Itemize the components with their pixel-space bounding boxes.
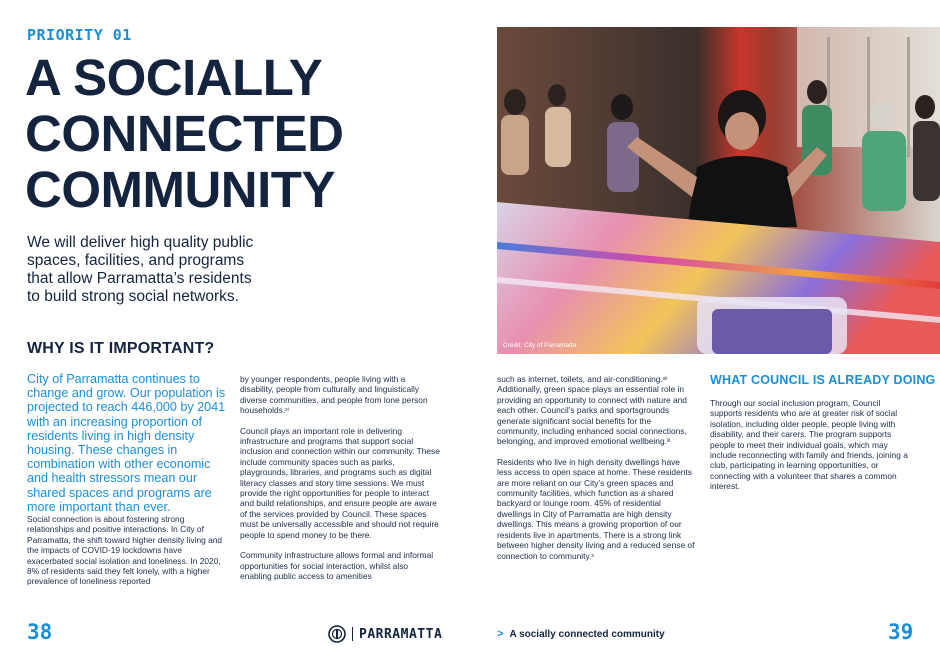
logo-text: PARRAMATTA bbox=[359, 626, 443, 642]
parramatta-logo bbox=[328, 625, 442, 643]
body-column-2 bbox=[240, 374, 440, 591]
title-line-2: CONNECTED bbox=[25, 105, 344, 162]
lead-paragraph: City of Parramatta continues to change and grow. Our population is projected to reach 446,000 by 2041 with an increasing proportion of residents living in high density housing. These changes in combination with other economic and health stressors mean our shared spaces and programs are more important than ever. bbox=[27, 372, 226, 514]
body-text: by younger respondents, people living with a disability, people from culturally and linguistically diverse communities, and people from lone person households. bbox=[240, 374, 428, 416]
crest-icon bbox=[328, 625, 346, 643]
body-paragraph bbox=[497, 374, 695, 447]
why-heading: WHY IS IT IMPORTANT? bbox=[27, 340, 215, 357]
priority-label: PRIORITY 01 bbox=[27, 26, 132, 44]
body-text: such as internet, toilets, and air-conditioning. bbox=[497, 374, 663, 384]
photo-illustration bbox=[497, 27, 940, 354]
body-text: Additionally, green space plays an essential role in providing an opportunity to connect with nature and each other. Council’s parks and sportsgrounds generate significant social benefits for the community, including enhanced social connections, belonging, and improved emotional wellbeing. bbox=[497, 384, 687, 447]
footnote-ref: xi bbox=[285, 407, 289, 414]
footnote-ref: iii bbox=[666, 438, 671, 445]
title-line-1: A SOCIALLY bbox=[25, 49, 323, 106]
body-paragraph bbox=[497, 457, 695, 561]
body-paragraph: Social connection is about fostering strong relationships and positive interactions. In City of Parramatta, the shift toward higher density living and the impacts of COVID-19 lockdowns have exacerbated social isolation and loneliness. In 2020, 8% of residents said they felt lonely, with a higher prevalence of loneliness reported bbox=[27, 514, 223, 587]
title-line-3: COMMUNITY bbox=[25, 161, 335, 218]
photo-credit: Credit: City of Parramatta bbox=[503, 342, 577, 349]
page-title bbox=[25, 49, 344, 218]
body-paragraph: Through our social inclusion program, Council supports residents who are at greater risk of social isolation, including older people, people living with disability, and their carers. The program supports people to meet their individual goals, which may include reconnecting with family and friends, joining a club, participating in learning opportunities, or connecting with a volunteer that shares a common interest. bbox=[710, 398, 908, 492]
body-column-1 bbox=[27, 514, 227, 597]
footnote-ref: x bbox=[591, 552, 594, 559]
silent-disco-photo bbox=[497, 27, 940, 354]
page-number-right: 39 bbox=[888, 620, 914, 644]
footer-text: A socially connected community bbox=[509, 628, 665, 640]
intro-statement: We will deliver high quality public spaces, facilities, and programs that allow Parramatta’s residents to build strong social networks. bbox=[27, 234, 254, 305]
logo-divider bbox=[352, 627, 353, 641]
section-footer bbox=[497, 628, 665, 640]
body-text: Residents who live in high density dwellings have less access to open space at home. These residents are more reliant on our City’s green spaces and community facilities, which function as a shared backyard or lounge room. 45% of residential dwellings in City of Parramatta are high density dwellings. This means a growing proportion of our residents live in apartments. There is a strong link between higher density living and a reduced sense of connection to community. bbox=[497, 456, 695, 561]
footnote-ref: xii bbox=[662, 376, 668, 382]
page-number-left: 38 bbox=[27, 620, 53, 644]
chevron-right-icon: > bbox=[497, 628, 504, 640]
body-paragraph: Community infrastructure allows formal and informal opportunities for social interaction, whilst also enabling public access to amenities bbox=[240, 550, 434, 581]
body-paragraph bbox=[240, 374, 440, 416]
body-column-3 bbox=[497, 374, 695, 571]
body-column-4 bbox=[710, 398, 910, 502]
what-council-heading: WHAT COUNCIL IS ALREADY DOING bbox=[710, 373, 936, 387]
body-paragraph: Council plays an important role in delivering infrastructure and programs that support social inclusion and connection within our community. These include community spaces such as parks, playgrounds, libraries, and programs such as digital literacy classes and story time sessions. We must provide the right opportunities for people to interact and build relationships, and ensure people are aware of the services provided by Council. These spaces must be universally accessible and should not require people to spend money to be there. bbox=[240, 425, 440, 540]
